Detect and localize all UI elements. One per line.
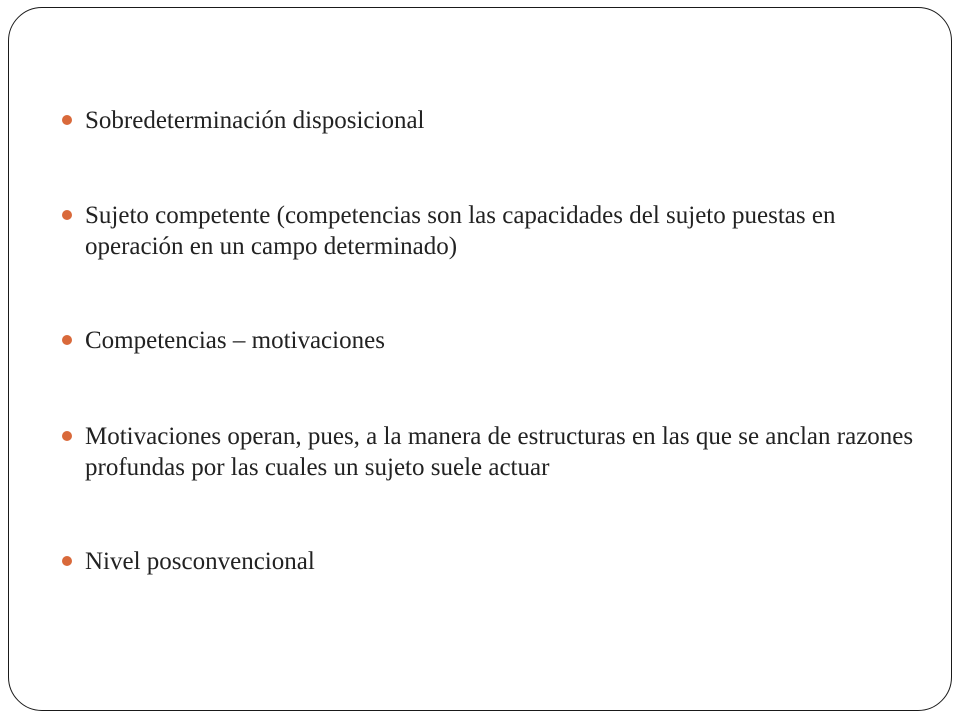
bullet-text: Sujeto competente (competencias son las capacidades del sujeto puestas en operación en un campo determinado) xyxy=(85,202,836,260)
bullet-text: Sobredeterminación disposicional xyxy=(85,107,425,134)
bullet-item xyxy=(85,200,925,262)
bullet-dot-icon xyxy=(62,431,72,441)
bullet-text: Competencias – motivaciones xyxy=(85,327,385,354)
bullet-text: Nivel posconvencional xyxy=(85,548,315,575)
bullet-dot-icon xyxy=(62,210,72,220)
bullet-dot-icon xyxy=(62,115,72,125)
bullet-item xyxy=(85,421,925,483)
bullet-text: Motivaciones operan, pues, a la manera de estructuras en las que se anclan razones profundas por las cuales un sujeto suele actuar xyxy=(85,423,914,481)
bullet-dot-icon xyxy=(62,556,72,566)
bullet-item xyxy=(85,105,925,136)
bullet-item xyxy=(85,325,925,356)
bullet-item xyxy=(85,546,925,577)
bullet-dot-icon xyxy=(62,335,72,345)
